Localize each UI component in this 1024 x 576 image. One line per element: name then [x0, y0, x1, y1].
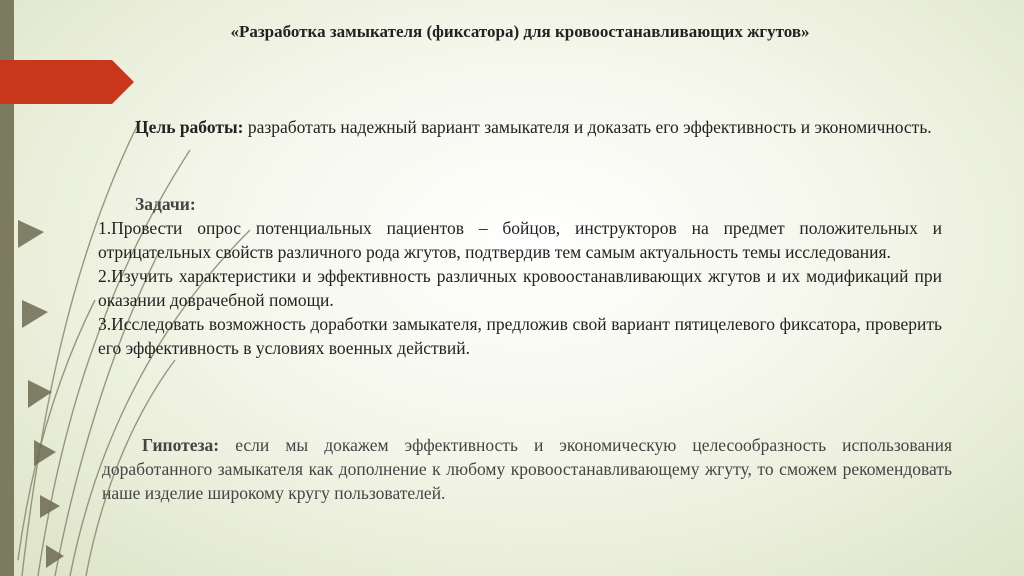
tasks-heading: Задачи:: [135, 194, 196, 214]
hypothesis-paragraph: [102, 433, 952, 505]
tasks-list: [98, 216, 942, 360]
task-item: 2.Изучить характеристики и эффективность различных кровоостанавливающих жгутов и их модификаций при оказании доврачебной помощи.: [98, 266, 942, 310]
goal-text: разработать надежный вариант замыкателя и доказать его эффективность и экономичность.: [243, 117, 932, 137]
accent-arrow-shape: [0, 60, 134, 104]
slide-title: «Разработка замыкателя (фиксатора) для кровоостанавливающих жгутов»: [230, 22, 810, 41]
hypothesis-text: если мы докажем эффективность и экономическую целесообразность использования доработанного замыкателя как дополнение к любому кровоостанавливающему жгуту, то сможем рекомендовать наше изделие широкому кругу пользователей.: [102, 435, 952, 503]
goal-label: Цель работы:: [135, 117, 244, 137]
task-item: 1.Провести опрос потенциальных пациентов – бойцов, инструкторов на предмет положительных и отрицательных свойств различного рода жгутов, подтвердив тем самым актуальность темы исследования.: [98, 218, 942, 262]
hypothesis-label: Гипотеза:: [142, 435, 220, 455]
task-item: 3.Исследовать возможность доработки замыкателя, предложив свой вариант пятицелевого фиксатора, проверить его эффективность в условиях военных действий.: [98, 314, 942, 358]
goal-paragraph: [98, 115, 948, 139]
